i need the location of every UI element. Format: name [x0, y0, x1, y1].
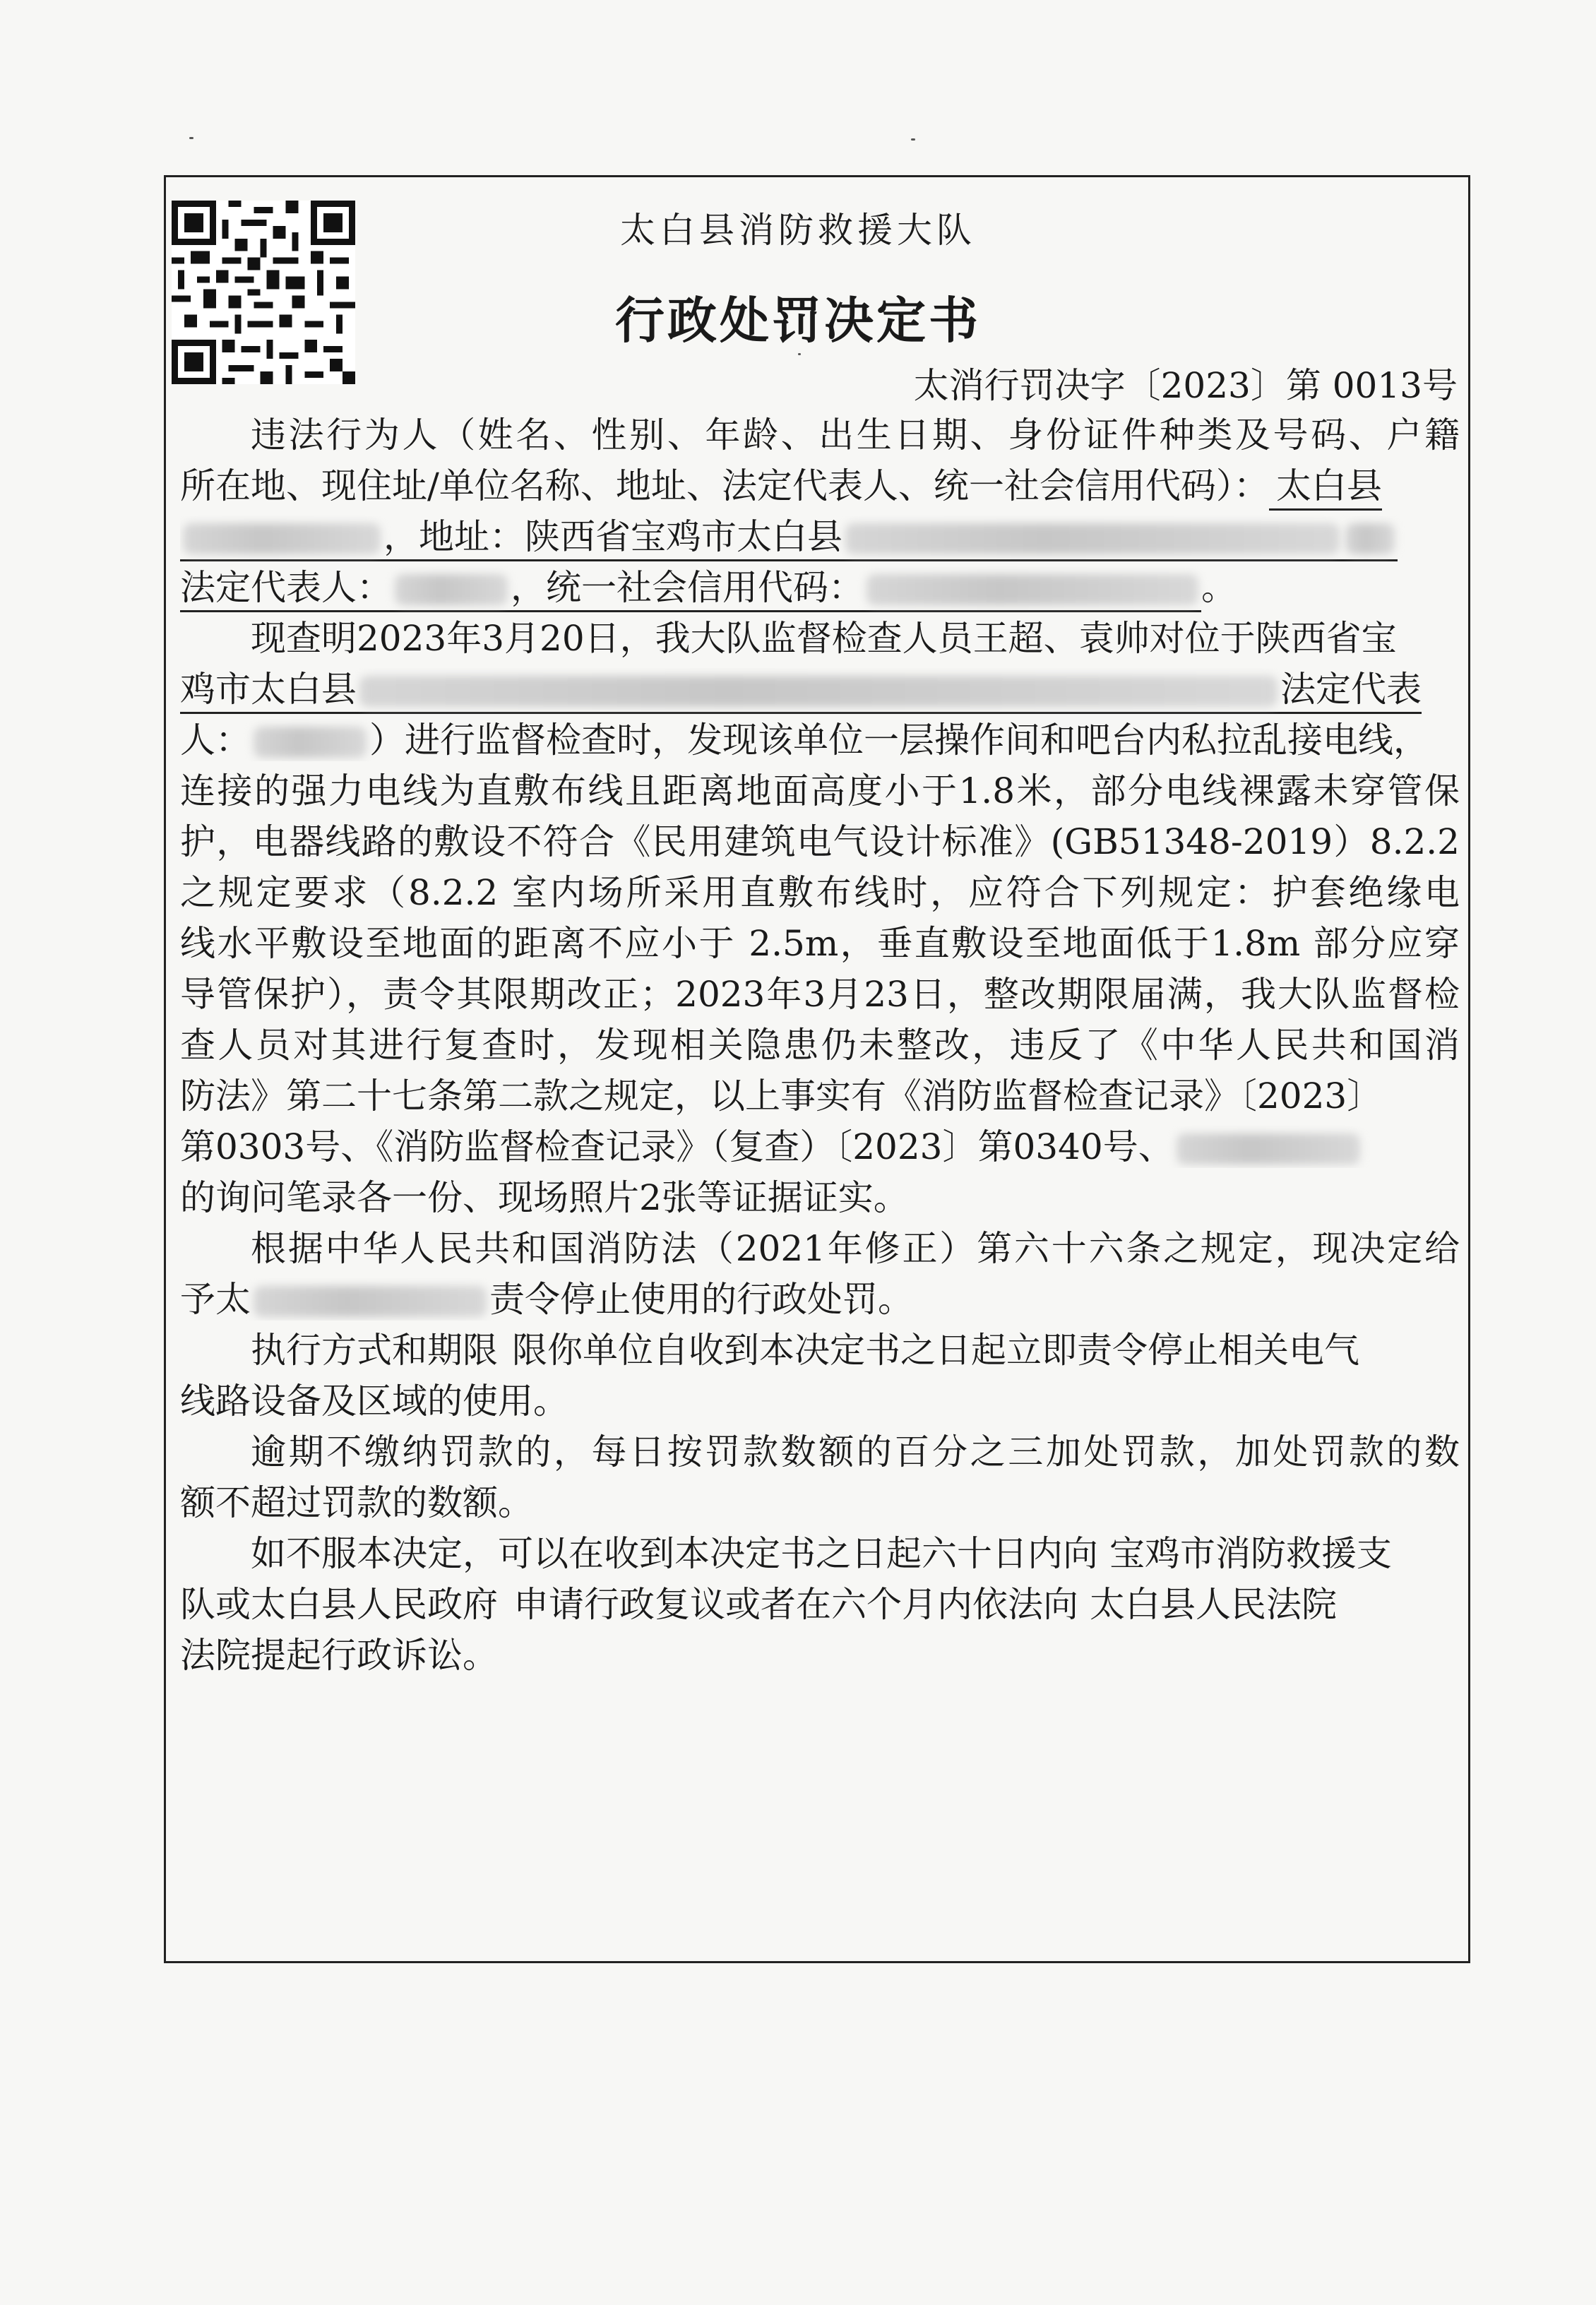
facts-line-1: 现查明2023年3月20日，我大队监督检查人员王超、袁帅对位于陕西省宝: [251, 617, 1460, 660]
facts-line-2: 鸡市太白县 法定代表: [180, 668, 1460, 714]
redacted-block: [845, 523, 1340, 554]
facts-line-6: 之规定要求（8.2.2 室内场所采用直敷布线时，应符合下列规定：护套绝缘电: [180, 871, 1460, 914]
redacted-block: [1177, 1133, 1360, 1165]
redacted-block: [254, 1286, 487, 1317]
facts-line-7: 线水平敷设至地面的距离不应小于 2.5m，垂直敷设至地面低于1.8m 部分应穿: [180, 922, 1460, 965]
facts-line-12: 的询问笔录各一份、现场照片2张等证据证实。: [180, 1177, 1460, 1219]
redacted-block: [254, 727, 367, 758]
document-title: 行政处罚决定书: [615, 291, 981, 350]
issuing-agency: 太白县消防救援大队: [620, 210, 976, 251]
facts-line-5: 护，电器线路的敷设不符合《民用建筑电气设计标准》(GB51348-2019）8.2.2: [180, 821, 1460, 863]
party-line-2: 所在地、现住址/单位名称、地址、法定代表人、统一社会信用代码）： 太白县: [180, 465, 1460, 511]
execution-line-2: 线路设备及区域的使用。: [180, 1380, 1460, 1422]
facts-line-9: 查人员对其进行复查时，发现相关隐患仍未整改，违反了《中华人民共和国消: [180, 1024, 1460, 1066]
redacted-block: [867, 574, 1198, 605]
facts-line-4: 连接的强力电线为直敷布线且距离地面高度小于1.8米，部分电线裸露未穿管保: [180, 770, 1460, 812]
redacted-block: [359, 676, 1278, 707]
facts-line-3: 人： ）进行监督检查时，发现该单位一层操作间和吧台内私拉乱接电线，: [180, 719, 1460, 761]
redacted-block: [1345, 523, 1395, 554]
decision-line-1: 根据中华人民共和国消防法（2021年修正）第六十六条之规定，现决定给: [251, 1228, 1460, 1269]
decision-line-2: 予太 责令停止使用的行政处罚。: [180, 1278, 1460, 1321]
document-number: 太消行罚决字〔2023〕第 0013号: [913, 365, 1458, 406]
overdue-line-1: 逾期不缴纳罚款的，每日按罚款数额的百分之三加处罚款，加处罚款的数: [251, 1431, 1460, 1472]
redacted-block: [395, 574, 508, 605]
party-line-1: 违法行为人（姓名、性别、年龄、出生日期、身份证件种类及号码、户籍: [251, 415, 1460, 455]
execution-line-1: 执行方式和期限 限你单位自收到本决定书之日起立即责令停止相关电气: [251, 1329, 1460, 1371]
facts-line-11: 第0303号、《消防监督检查记录》（复查）〔2023〕第0340号、: [180, 1126, 1460, 1168]
overdue-line-2: 额不超过罚款的数额。: [180, 1482, 533, 1523]
scan-speck: [189, 137, 193, 139]
appeal-line-2: 队或太白县人民政府 申请行政复议或者在六个月内依法向 太白县人民法院: [180, 1583, 1460, 1626]
redacted-block: [183, 523, 381, 554]
appeal-line-1: 如不服本决定，可以在收到本决定书之日起六十日内向 宝鸡市消防救援支: [251, 1532, 1460, 1575]
scan-speck: [911, 138, 915, 141]
party-line-4: 法定代表人： ，统一社会信用代码： 。: [180, 566, 1460, 612]
facts-line-8: 导管保护），责令其限期改正；2023年3月23日，整改期限届满，我大队监督检: [180, 973, 1460, 1015]
appeal-line-3: 法院提起行政诉讼。: [180, 1635, 498, 1676]
party-line-3: ，地址：陕西省宝鸡市太白县: [180, 516, 1460, 561]
facts-line-10: 防法》第二十七条第二款之规定，以上事实有《消防监督检查记录》〔2023〕: [180, 1075, 1460, 1117]
